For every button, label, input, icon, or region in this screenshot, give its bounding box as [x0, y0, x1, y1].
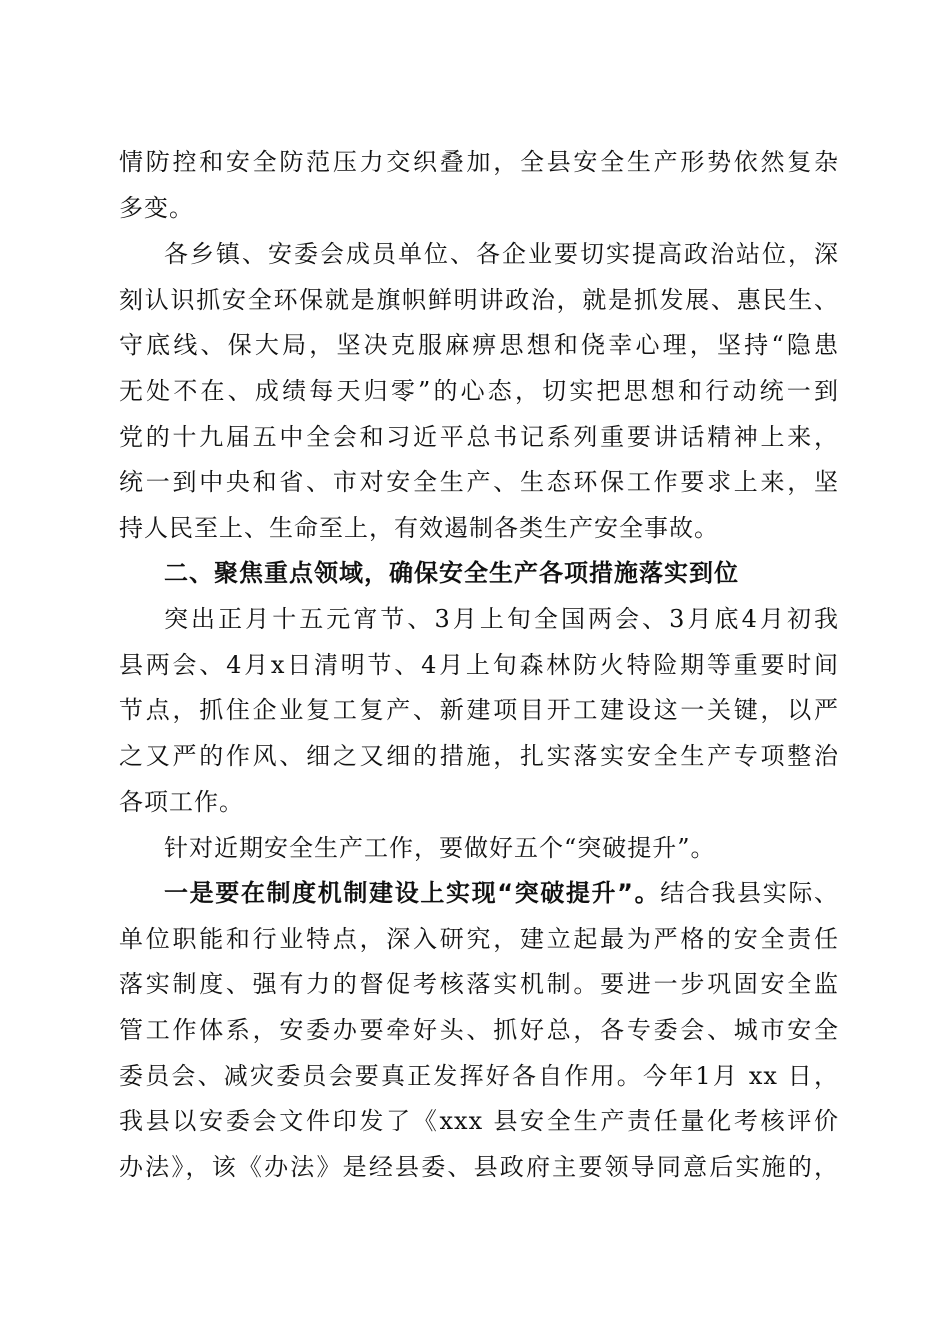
paragraph-line: 县两会、4月x日清明节、4月上旬森林防火特险期等重要时间 — [119, 651, 839, 679]
paragraph-line: 统一到中央和省、市对安全生产、生态环保工作要求上来，坚 — [119, 468, 839, 496]
paragraph-line: 管工作体系，安委办要牵好头、抓好总，各专委会、城市安全 — [119, 1016, 839, 1044]
paragraph-line: 各项工作。 — [119, 788, 244, 816]
paragraph-line: 办法》，该《办法》是经县委、县政府主要领导同意后实施的， — [119, 1153, 839, 1181]
paragraph-line — [164, 873, 839, 913]
paragraph-line: 节点，抓住企业复工复产、新建项目开工建设这一关键，以严 — [119, 696, 839, 724]
paragraph-line: 无处不在、成绩每天归零”的心态，切实把思想和行动统一到 — [119, 377, 839, 405]
paragraph-line: 之又严的作风、细之又细的措施，扎实落实安全生产专项整治 — [119, 742, 839, 770]
paragraph-line: 守底线、保大局，坚决克服麻痹思想和侥幸心理，坚持“隐患 — [119, 331, 839, 359]
section-heading: 二、聚焦重点领域，确保安全生产各项措施落实到位 — [164, 559, 739, 587]
paragraph-line: 持人民至上、生命至上，有效遏制各类生产安全事故。 — [119, 514, 719, 542]
paragraph-line: 刻认识抓安全环保就是旗帜鲜明讲政治，就是抓发展、惠民生、 — [119, 286, 839, 314]
paragraph-line: 突出正月十五元宵节、3月上旬全国两会、3月底4月初我 — [164, 605, 839, 633]
paragraph-line: 单位职能和行业特点，深入研究，建立起最为严格的安全责任 — [119, 925, 839, 953]
paragraph-lead-rest: 结合我县实际、 — [660, 879, 839, 907]
paragraph-line: 各乡镇、安委会成员单位、各企业要切实提高政治站位，深 — [164, 240, 839, 268]
paragraph-line: 我县以安委会文件印发了《xxx 县安全生产责任量化考核评价 — [119, 1107, 839, 1135]
paragraph-line: 党的十九届五中全会和习近平总书记系列重要讲话精神上来， — [119, 423, 839, 451]
paragraph-line: 情防控和安全防范压力交织叠加，全县安全生产形势依然复杂 — [119, 148, 839, 176]
paragraph-line: 多变。 — [119, 194, 194, 222]
paragraph-lead-bold: 一是要在制度机制建设上实现“突破提升”。 — [164, 879, 661, 907]
paragraph-line: 落实制度、强有力的督促考核落实机制。要进一步巩固安全监 — [119, 970, 839, 998]
paragraph-line: 针对近期安全生产工作，要做好五个“突破提升”。 — [164, 834, 716, 862]
paragraph-line: 委员会、减灾委员会要真正发挥好各自作用。今年1月 xx 日， — [119, 1062, 839, 1090]
